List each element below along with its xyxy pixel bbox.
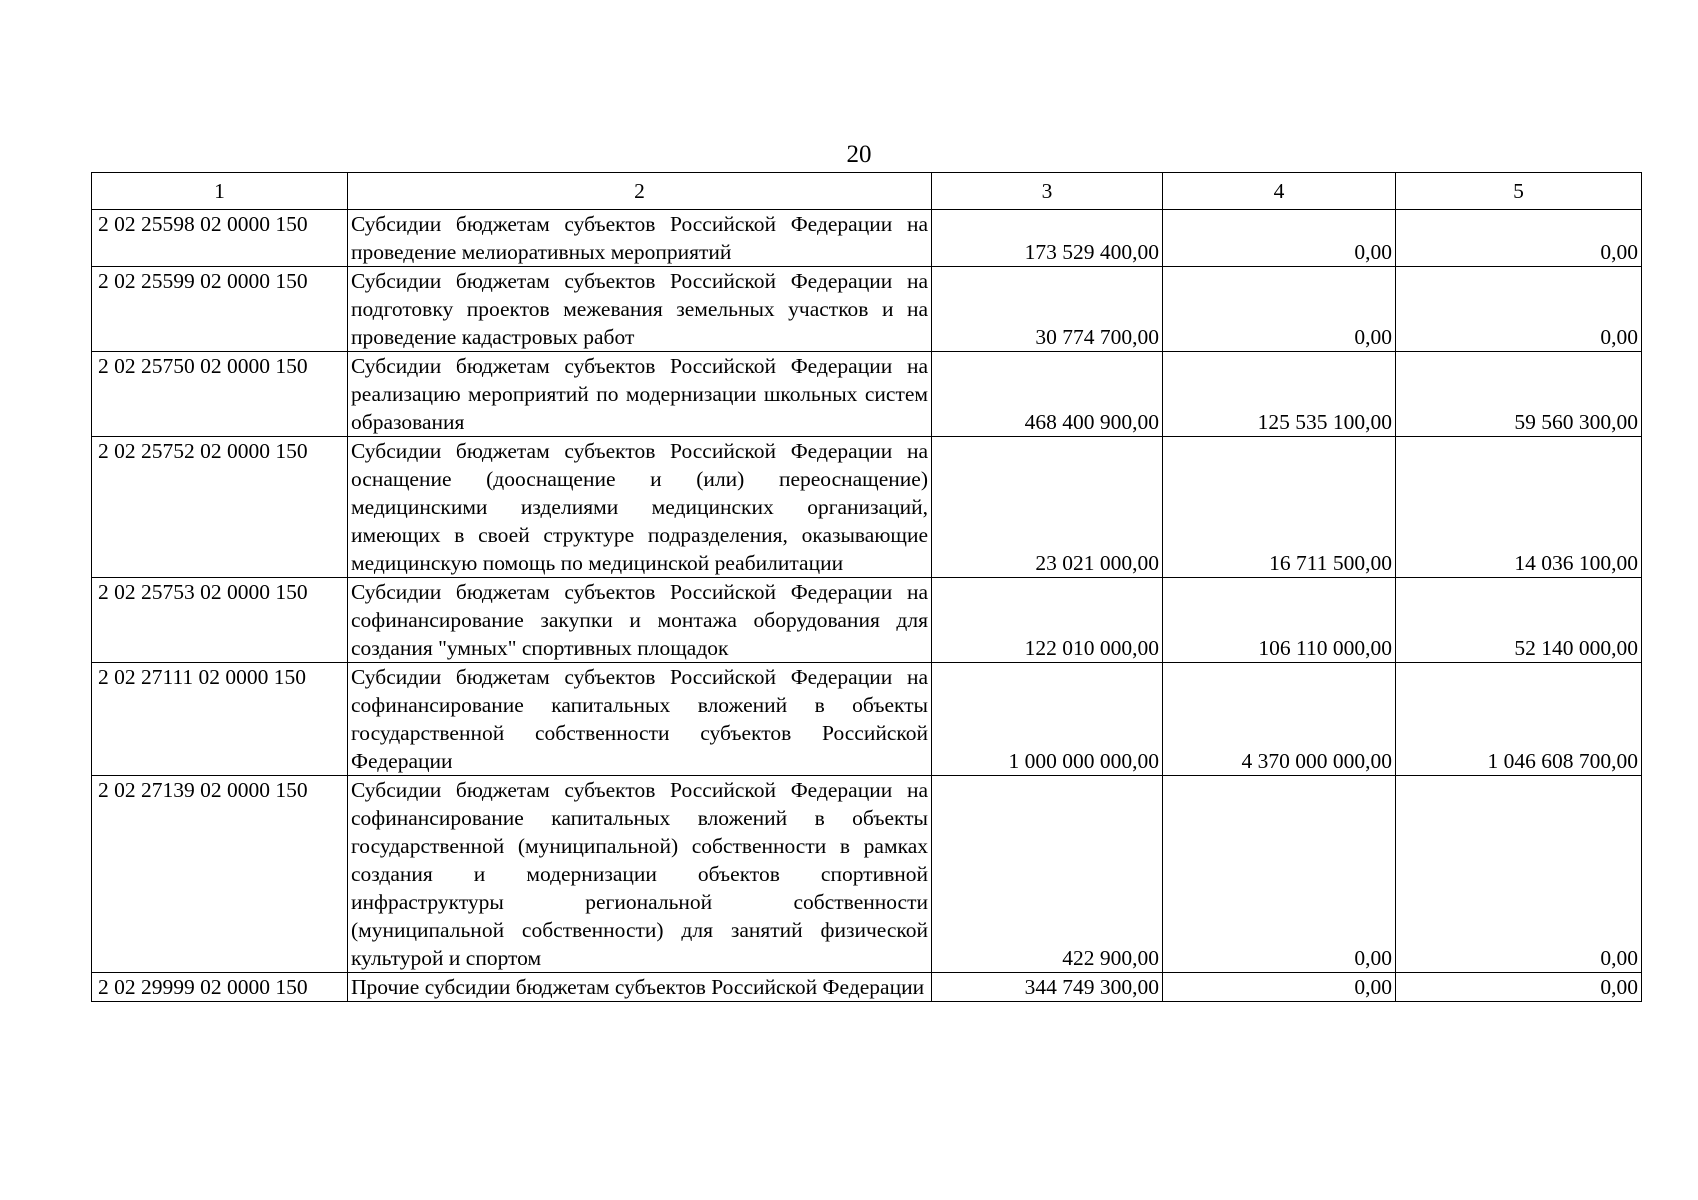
table-row [92, 267, 1642, 352]
amount-col-5: 1 046 608 700,00 [1396, 663, 1642, 776]
amount-col-4: 0,00 [1163, 267, 1396, 352]
income-name: Субсидии бюджетам субъектов Российской Федерации на софинансирование капитальных вложений в объекты государственной собственности субъектов Российской Федерации [348, 663, 932, 776]
column-header-3: 3 [932, 173, 1163, 210]
header-row [92, 173, 1642, 210]
page-number: 20 [846, 141, 872, 168]
table-row [92, 663, 1642, 776]
amount-col-4: 0,00 [1163, 776, 1396, 973]
table-row [92, 578, 1642, 663]
income-code: 2 02 27111 02 0000 150 [92, 663, 348, 776]
amount-col-3: 344 749 300,00 [932, 973, 1163, 1002]
amount-col-4: 125 535 100,00 [1163, 352, 1396, 437]
income-code: 2 02 29999 02 0000 150 [92, 973, 348, 1002]
amount-col-3: 1 000 000 000,00 [932, 663, 1163, 776]
income-code: 2 02 25752 02 0000 150 [92, 437, 348, 578]
amount-col-4: 16 711 500,00 [1163, 437, 1396, 578]
income-name: Субсидии бюджетам субъектов Российской Федерации на реализацию мероприятий по модернизации школьных систем образования [348, 352, 932, 437]
column-header-5: 5 [1396, 173, 1642, 210]
income-name: Субсидии бюджетам субъектов Российской Федерации на оснащение (дооснащение и (или) переоснащение) медицинскими изделиями медицинских организаций, имеющих в своей структуре подразделения, оказывающие медицинскую помощь по медицинской реабилитации [348, 437, 932, 578]
amount-col-5: 0,00 [1396, 210, 1642, 267]
column-header-4: 4 [1163, 173, 1396, 210]
income-name: Субсидии бюджетам субъектов Российской Федерации на софинансирование закупки и монтажа оборудования для создания "умных" спортивных площадок [348, 578, 932, 663]
table-body [92, 210, 1642, 1002]
amount-col-4: 0,00 [1163, 210, 1396, 267]
income-code: 2 02 25599 02 0000 150 [92, 267, 348, 352]
table-header [92, 173, 1642, 210]
amount-col-5: 52 140 000,00 [1396, 578, 1642, 663]
table-row [92, 352, 1642, 437]
amount-col-3: 30 774 700,00 [932, 267, 1163, 352]
column-header-1: 1 [92, 173, 348, 210]
amount-col-3: 422 900,00 [932, 776, 1163, 973]
amount-col-3: 468 400 900,00 [932, 352, 1163, 437]
amount-col-3: 173 529 400,00 [932, 210, 1163, 267]
amount-col-5: 0,00 [1396, 973, 1642, 1002]
income-code: 2 02 25598 02 0000 150 [92, 210, 348, 267]
column-header-2: 2 [348, 173, 932, 210]
income-code: 2 02 25750 02 0000 150 [92, 352, 348, 437]
amount-col-5: 0,00 [1396, 776, 1642, 973]
amount-col-5: 0,00 [1396, 267, 1642, 352]
amount-col-3: 23 021 000,00 [932, 437, 1163, 578]
table-row [92, 776, 1642, 973]
amount-col-3: 122 010 000,00 [932, 578, 1163, 663]
amount-col-4: 0,00 [1163, 973, 1396, 1002]
amount-col-5: 14 036 100,00 [1396, 437, 1642, 578]
income-name: Прочие субсидии бюджетам субъектов Российской Федерации [348, 973, 932, 1002]
table-row [92, 973, 1642, 1002]
income-code: 2 02 25753 02 0000 150 [92, 578, 348, 663]
income-name: Субсидии бюджетам субъектов Российской Федерации на софинансирование капитальных вложений в объекты государственной (муниципальной) собственности в рамках создания и модернизации объектов спортивной инфраструктуры региональной собственности (муниципальной собственности) для занятий физической культурой и спортом [348, 776, 932, 973]
income-code: 2 02 27139 02 0000 150 [92, 776, 348, 973]
amount-col-5: 59 560 300,00 [1396, 352, 1642, 437]
income-name: Субсидии бюджетам субъектов Российской Федерации на подготовку проектов межевания земельных участков и на проведение кадастровых работ [348, 267, 932, 352]
table-row [92, 437, 1642, 578]
table-row [92, 210, 1642, 267]
budget-table [91, 172, 1642, 1002]
income-name: Субсидии бюджетам субъектов Российской Федерации на проведение мелиоративных мероприятий [348, 210, 932, 267]
amount-col-4: 106 110 000,00 [1163, 578, 1396, 663]
amount-col-4: 4 370 000 000,00 [1163, 663, 1396, 776]
